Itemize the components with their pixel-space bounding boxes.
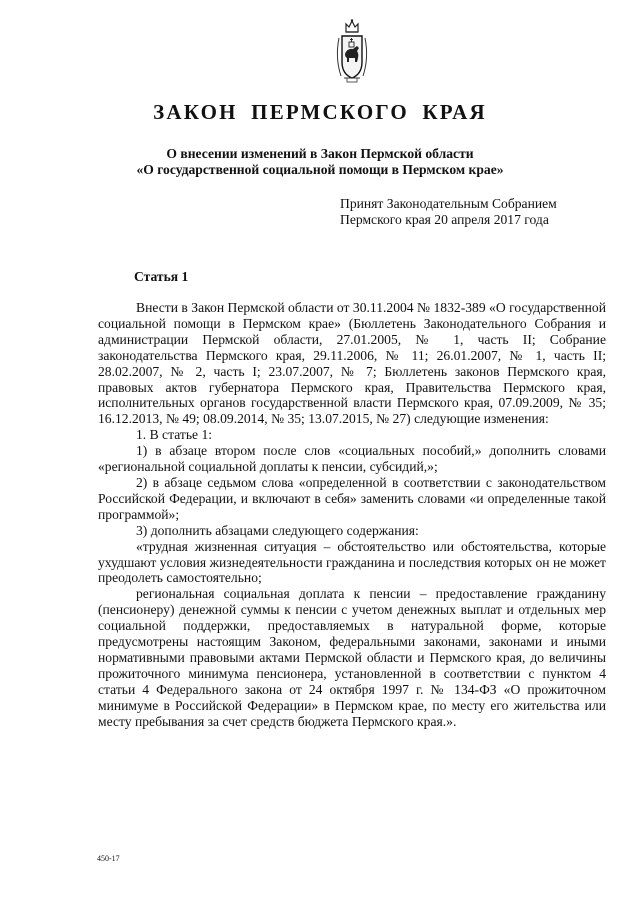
coat-of-arms-icon: [333, 18, 371, 84]
subtitle-line: О внесении изменений в Закон Пермской области: [166, 146, 474, 161]
paragraph: 1. В статье 1:: [136, 427, 213, 443]
article-body: [98, 300, 606, 729]
law-subtitle: [0, 146, 640, 178]
paragraph: 2) в абзаце седьмом слова «определенной в соответствии с законодательством Российской Федерации, и включают в себя» заменить словами «и определенные такой программой»;: [98, 474, 606, 522]
paragraph: Внести в Закон Пермской области от 30.11.2004 № 1832-389 «О государственной социальной помощи в Пермском крае» (Бюллетень Законодательного Собрания и администрации Пермской области, 27.01.2005, № 1, часть II; Собрание законодательства Пермского края, 29.11.2006, № 11; 26.01.2007, № 1, часть II; 28.02.2007, № 2, часть I; 23.07.2007, № 7; Бюллетень законов Пермского края, правовых актов губернатора Пермского края, Правительства Пермского края, исполнительных органов государственной власти Пермского края, 07.09.2009, № 35; 16.12.2013, № 49; 08.09.2014, № 35; 13.07.2015, № 27) следующие изменения:: [98, 300, 606, 427]
law-title: ЗАКОН ПЕРМСКОГО КРАЯ: [153, 100, 487, 124]
subtitle-line: «О государственной социальной помощи в Пермском крае»: [136, 162, 504, 177]
paragraph: «трудная жизненная ситуация – обстоятельство или обстоятельства, которые ухудшают условия жизнедеятельности гражданина и последствия которых он не может преодолеть самостоятельно;: [98, 538, 606, 586]
paragraph: 3) дополнить абзацами следующего содержания:: [136, 522, 419, 538]
adoption-line: Принят Законодательным Собранием: [340, 196, 557, 211]
paragraph: 1) в абзаце втором после слов «социальных пособий,» дополнить словами «региональной социальной доплаты к пенсии, субсидий,»;: [98, 443, 606, 475]
adoption-line: Пермского края 20 апреля 2017 года: [340, 212, 549, 227]
paragraph: региональная социальная доплата к пенсии – предоставление гражданину (пенсионеру) денежной суммы к пенсии с учетом денежных выплат и отдельных мер социальной поддержки, предоставляемых в натуральной форме, которые предусмотрены настоящим Законом, федеральными законами, законами и иными нормативными правовыми актами Пермской области и Пермского края, до величины прожиточного минимума пенсионера, установленной в соответствии с пунктом 4 статьи 4 Федерального закона от 24 октября 1997 г. № 134-ФЗ «О прожиточном минимуме в Российской Федерации» в Пермском крае, по месту его жительства или месту пребывания за счет средств бюджета Пермского края.».: [98, 586, 606, 729]
adoption-note: [340, 196, 557, 228]
document-code: 450-17: [97, 854, 120, 863]
article-heading: Статья 1: [134, 269, 189, 284]
